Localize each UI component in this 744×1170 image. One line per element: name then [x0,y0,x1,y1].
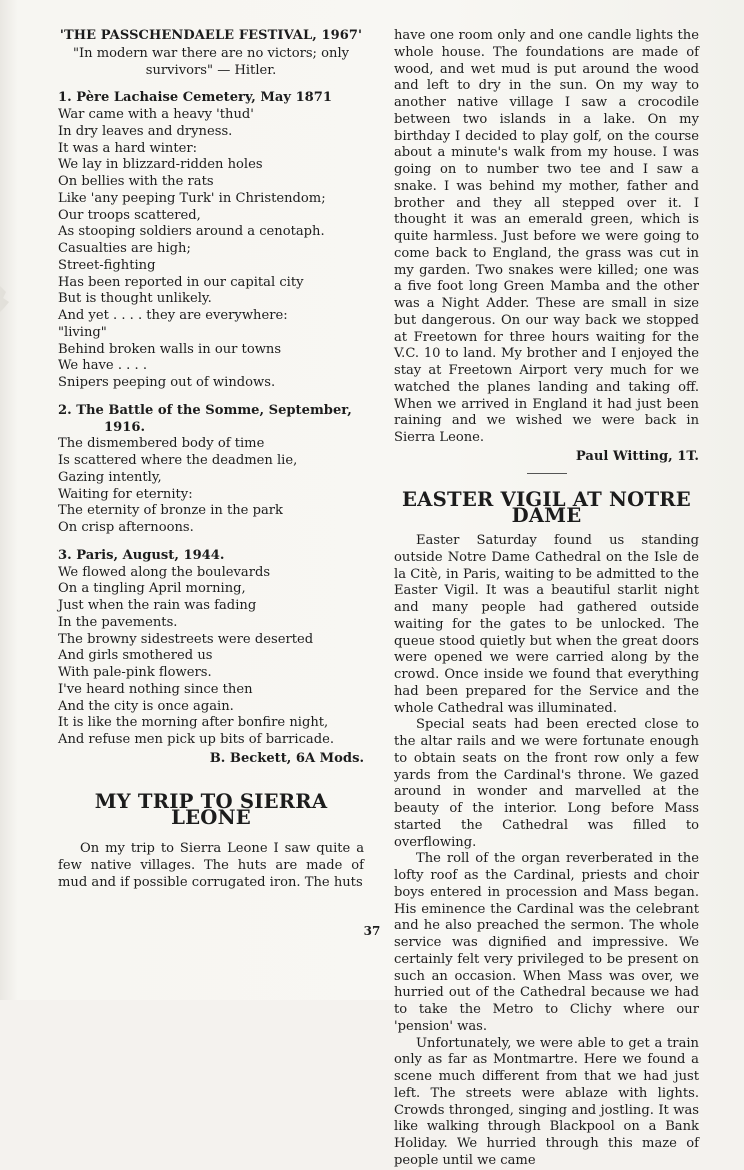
poem-line: The eternity of bronze in the park [58,503,283,519]
poem-line: Behind broken walls in our towns [58,341,282,357]
sierra-article-signature: Paul Witting, 1T. [575,448,699,464]
poem-line: And girls smothered us [58,648,213,664]
poem-line: In dry leaves and dryness. [58,123,233,139]
poem-line: And refuse men pick up bits of barricade. [58,732,335,747]
poem-line: War came with a heavy 'thud' [58,107,254,122]
poem-line: On bellies with the rats [58,174,214,189]
poem-line: In the pavements. [58,614,178,630]
poem-line: Casualties are high; [58,241,191,256]
poem-title: 'THE PASSCHENDAELE FESTIVAL, 1967' [59,28,363,43]
poem-line: It is like the morning after bonfire night, [58,715,329,731]
sierra-article-body: On my trip to Sierra Leone I saw quite a few native villages. The huts are made of mud and if possible corrugated iron. The huts [58,841,364,890]
easter-paragraph: Special seats had been erected close to the altar rails and we were fortunate enough to obtain seats on the front row only a few yards from the Cardinal's throne. We gazed around in wonder and marvelled at the beauty of the interior. Long before Mass started the Cathedral was filled to overflowing. [394,717,699,850]
poem-line: As stooping soldiers around a cenotaph. [58,224,325,240]
poem-part1-heading: 1. Père Lachaise Cemetery, May 1871 [58,90,333,106]
poem-line: Just when the rain was fading [58,598,257,613]
easter-paragraph: Unfortunately, we were able to get a train only as far as Montmartre. Here we found a scene much different from that we had just left. The streets were ablaze with lights. Crowds thronged, singing and jostling. It was like walking through Blackpool on a Bank Holiday. We hurried through this maze of people until we came [394,1035,699,1168]
poem-line: Gazing intently, [58,469,162,485]
poem-line: "living" [58,324,107,340]
easter-paragraph: Easter Saturday found us standing outside Notre Dame Cathedral on the Isle de la Citè, in Paris, waiting to be admitted to the Easter Vigil. It was a beautiful starlit night and many people had gathered outside waiting for the gates to be unlocked. The queue stood quietly but when the great doors were opened we were carried along by the crowd. Once inside we found that everything had been prepared for the Service and the whole Cathedral was illuminated. [394,533,699,716]
paper-tear-mark [0,286,16,312]
poem-line: The browny sidestreets were deserted [58,631,314,647]
poem-line: Street-fighting [58,257,156,273]
poem-line: And yet . . . . they are everywhere: [58,308,288,323]
right-column [394,28,699,1170]
sierra-article-body-continued: have one room only and one candle lights the whole house. The foundations are made of wood, and wet mud is put around the wood and left to dry in the sun. On my way to another native village I saw a crocodile between two islands in a lake. On my birthday I decided to play golf, on the course about a minute's walk from my house. I was going on to number two tee and I saw a snake. I was behind my mother, father and brother and they all stepped over it. I thought it was an emerald green, which is quite harmless. Just before we were going to come back to England, the grass was cut in my garden. Two snakes were killed; one was a five foot long Green Mamba and the other was a Night Adder. These are small in size but dangerous. On our way back we stopped at Freetown for three hours waiting for the V.C. 10 to land. My brother and I enjoyed the stay at Freetown Airport very much for we watched the planes landing and taking off. When we arrived in England it had just been raining and we wished we were back in Sierra Leone. [394,28,699,445]
poem-line: The dismembered body of time [58,436,265,452]
poem-line: We have . . . . [58,358,147,374]
poem-part3-lines [58,565,364,749]
poem-part2-heading-cont: 1916. [104,419,146,435]
poem-part2-heading: 2. The Battle of the Somme, September, [58,402,352,418]
poem-line: Is scattered where the deadmen lie, [58,453,298,468]
poem-part1-lines [58,107,364,392]
easter-article-title: EASTER VIGIL AT NOTRE DAME [402,487,691,528]
poem-line: I've heard nothing since then [58,681,253,697]
poem-line: With pale-pink flowers. [58,665,212,680]
poem-line: Our troops scattered, [58,207,201,223]
poem-line: Like 'any peeping Turk' in Christendom; [58,190,326,206]
poem-line: And the city is once again. [58,698,234,714]
poem-line: On crisp afternoons. [58,520,194,535]
sierra-article-title: MY TRIP TO SIERRA LEONE [94,789,328,830]
easter-paragraph: The roll of the organ reverberated in the lofty roof as the Cardinal, priests and choir boys entered in procession and Mass began. His eminence the Cardinal was the celebrant and he also preached the sermon. The whole service was dignified and impressive. We certainly felt very privileged to be present on such an occasion. When Mass was over, we hurried out of the Cathedral because we had to take the Metro to Clichy where our 'pension' was. [394,851,699,1034]
poem-line: Waiting for eternity: [58,486,193,502]
left-column [58,28,364,891]
poem-part3-heading: 3. Paris, August, 1944. [58,547,225,563]
poem-line: It was a hard winter: [58,140,198,156]
poem-line: We flowed along the boulevards [58,564,271,580]
poem-part2-lines [58,436,364,537]
poem-epigraph: "In modern war there are no victors; only survivors" — Hitler. [72,45,350,78]
poem-signature: B. Beckett, 6A Mods. [209,750,364,766]
poem-line: Snipers peeping out of windows. [58,375,276,390]
sierra-article-signature-block [394,449,699,474]
poem-line: We lay in blizzard-ridden holes [58,157,263,173]
poem-line: But is thought unlikely. [58,291,212,307]
page-number: 37 [363,924,381,938]
poem-line: Has been reported in our capital city [58,274,304,290]
poem-line: On a tingling April morning, [58,581,246,597]
